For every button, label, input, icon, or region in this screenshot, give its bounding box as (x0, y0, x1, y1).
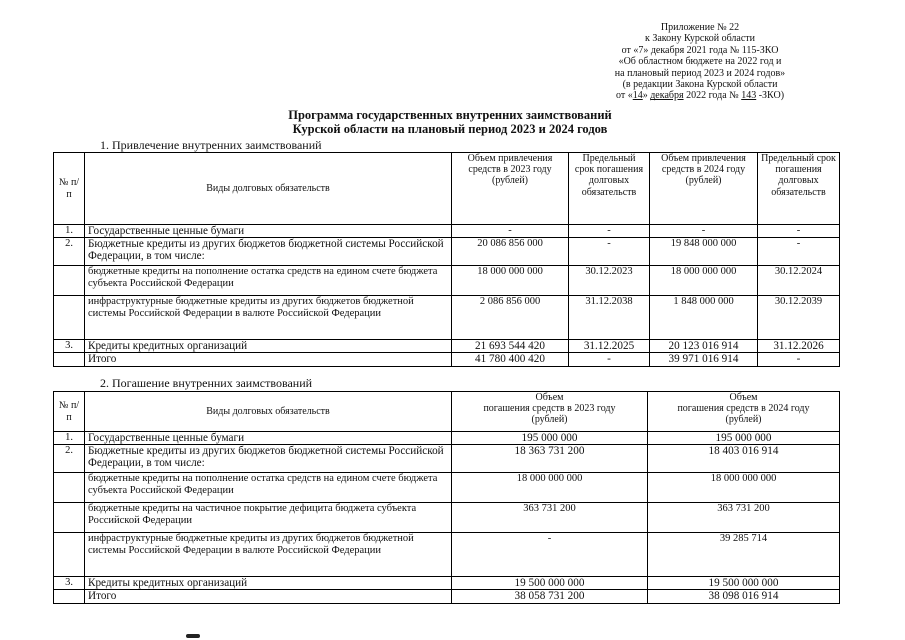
header-num: № п/п (54, 153, 85, 225)
table-row: 2. Бюджетные кредиты из других бюджетов бюджетной системы Российской Федерации, в том числе: 18 363 731 200 18 403 016 914 (54, 445, 840, 473)
document-title (200, 108, 700, 136)
table-total-row: Итого 41 780 400 420 - 39 971 016 914 - (54, 353, 840, 366)
appendix-line: «Об областном бюджете на 2022 год и (618, 56, 782, 68)
table-row: 1. Государственные ценные бумаги 195 000 000 195 000 000 (54, 432, 840, 445)
title-line-2: Курской области на плановый период 2023 и 2024 годов (292, 122, 608, 136)
appendix-line: на плановый период 2023 и 2024 годов» (614, 67, 786, 79)
appendix-line-amendment: от «14» декабря 2022 года № 143 -ЗКО) (615, 90, 785, 102)
section1-heading: 1. Привлечение внутренних заимствований (100, 138, 322, 152)
table-row: бюджетные кредиты на пополнение остатка средств на едином счете бюджета субъекта Российской Федерации 18 000 000 000 18 000 000 000 (54, 473, 840, 503)
amendment-number: 143 (741, 90, 757, 102)
header-vol-2024: Объем привлечения средств в 2024 году (рублей) (650, 153, 758, 225)
header-repay-2024: Объем погашения средств в 2024 году (рублей) (648, 392, 840, 432)
appendix-line: (в редакции Закона Курской области (622, 79, 778, 91)
table-row: бюджетные кредиты на частичное покрытие дефицита бюджета субъекта Российской Федерации 363 731 200 363 731 200 (54, 503, 840, 533)
header-term-2023: Предельный срок погашения долговых обязательств (569, 153, 650, 225)
table-row: 3. Кредиты кредитных организаций 21 693 544 420 31.12.2025 20 123 016 914 31.12.2026 (54, 340, 840, 353)
table-row: 1. Государственные ценные бумаги - - - - (54, 225, 840, 238)
table-row: бюджетные кредиты на пополнение остатка средств на едином счете бюджета субъекта Российской Федерации 18 000 000 000 30.12.2023 18 000 000 000 30.12.2024 (54, 266, 840, 296)
header-kind: Виды долговых обязательств (85, 392, 452, 432)
table-total-row: Итого 38 058 731 200 38 098 016 914 (54, 590, 840, 603)
table-row: 2. Бюджетные кредиты из других бюджетов бюджетной системы Российской Федерации, в том числе: 20 086 856 000 - 19 848 000 000 - (54, 238, 840, 266)
table-row: инфраструктурные бюджетные кредиты из других бюджетов бюджетной системы Российской Федерации в валюте Российской Федерации 2 086 856 000 31.12.2038 1 848 000 000 30.12.2039 (54, 296, 840, 340)
header-repay-2023: Объем погашения средств в 2023 году (рублей) (452, 392, 648, 432)
appendix-line: к Закону Курской области (645, 33, 755, 45)
title-line-1: Программа государственных внутренних заимствований (288, 108, 612, 122)
appendix-line: Приложение № 22 (660, 22, 740, 33)
amendment-day: 14 (632, 90, 643, 102)
header-vol-2023: Объем привлечения средств в 2023 году (рублей) (452, 153, 569, 225)
table-header-row (54, 153, 840, 225)
repayment-table (53, 391, 840, 604)
header-num: № п/п (54, 392, 85, 432)
appendix-block (560, 22, 840, 102)
header-kind: Виды долговых обязательств (85, 153, 452, 225)
table-row: инфраструктурные бюджетные кредиты из других бюджетов бюджетной системы Российской Федерации в валюте Российской Федерации - 39 285 714 (54, 533, 840, 577)
scan-artifact (186, 634, 200, 638)
header-term-2024: Предельный срок погашения долговых обязательств (758, 153, 840, 225)
table-header-row (54, 392, 840, 432)
section2-heading: 2. Погашение внутренних заимствований (100, 376, 313, 390)
table-row: 3. Кредиты кредитных организаций 19 500 000 000 19 500 000 000 (54, 577, 840, 590)
borrowing-table (53, 152, 840, 367)
appendix-line: от «7» декабря 2021 года № 115-ЗКО (621, 44, 779, 56)
amendment-month: декабря (650, 90, 684, 102)
